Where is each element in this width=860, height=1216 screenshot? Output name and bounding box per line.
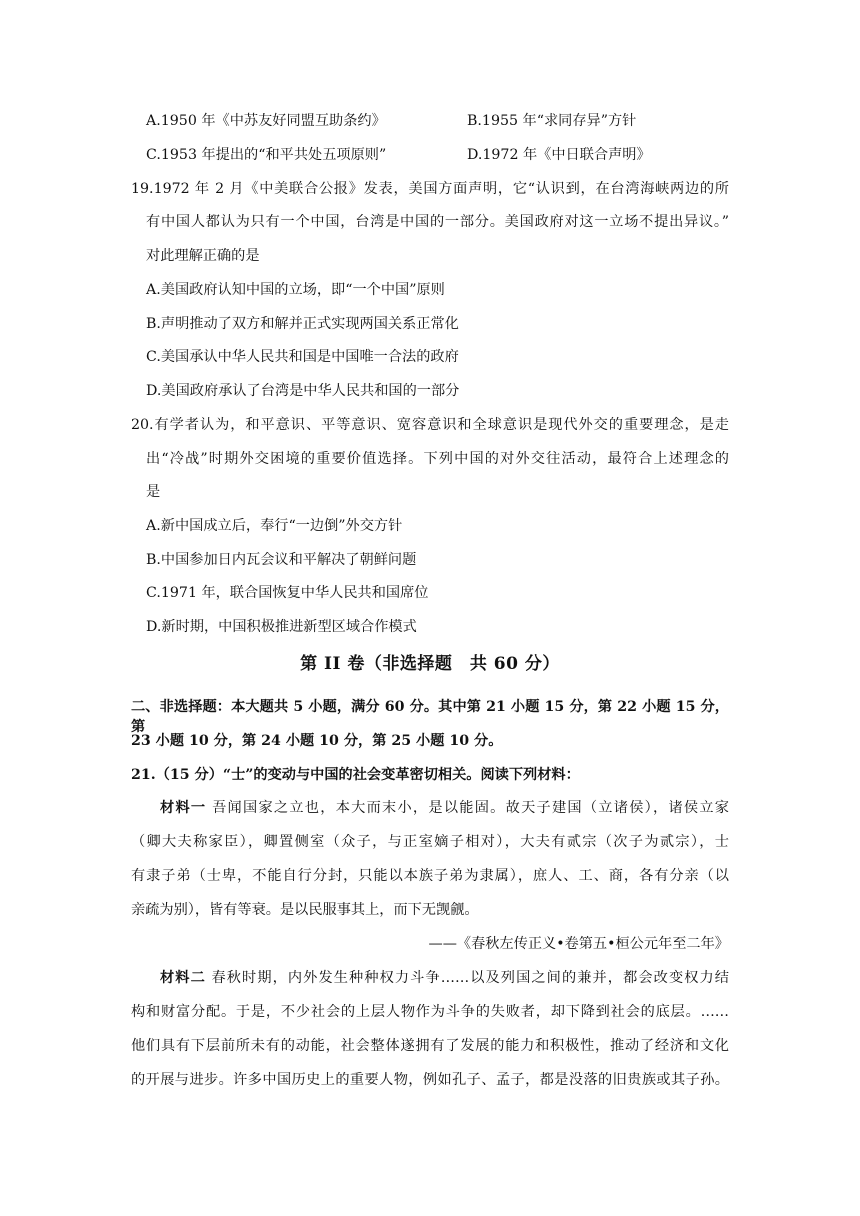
- section-intro-line: 二、非选择题：本大题共 5 小题，满分 60 分。其中第 21 小题 15 分，第 22 小题 15 分，第: [131, 699, 729, 735]
- q20-stem-line: 出“冷战”时期外交困境的重要价值选择。下列中国的对外交往活动，最符合上述理念的: [146, 451, 729, 467]
- q19-stem-line: 19.1972 年 2 月《中美联合公报》发表，美国方面声明，它“认识到，在台湾海峡两边的所: [131, 181, 729, 197]
- material-2-text: 春秋时期，内外发生种种权力斗争……以及列国之间的兼并，都会改变权力结: [205, 970, 729, 986]
- q21-material-1-line: [160, 798, 729, 818]
- section-title: 第 II 卷（非选择题 共 60 分）: [300, 654, 560, 674]
- q21-material-1-line: 亲疏为别），皆有等衰。是以民服事其上，而下无觊觎。: [131, 902, 479, 918]
- q21-stem: 21.（15 分）“士”的变动与中国的社会变革密切相关。阅读下列材料：: [131, 767, 580, 783]
- material-1-label: 材料一: [160, 800, 207, 816]
- q21-material-1-line: 有隶子弟（士卑，不能自行分封，只能以本族子弟为隶属），庶人、工、商，各有分亲（以: [131, 868, 729, 884]
- material-1-text: 吾闻国家之立也，本大而末小，是以能固。故天子建国（立诸侯），诸侯立家: [206, 800, 729, 816]
- q20-stem-line: 是: [146, 484, 161, 500]
- q18-option-a: A.1950 年《中苏友好同盟互助条约》: [146, 113, 386, 129]
- q19-option-c: C.美国承认中华人民共和国是中国唯一合法的政府: [146, 349, 459, 365]
- q19-option-a: A.美国政府认知中国的立场，即“一个中国”原则: [146, 282, 445, 298]
- q20-option-c: C.1971 年，联合国恢复中华人民共和国席位: [146, 585, 429, 601]
- q19-option-b: B.声明推动了双方和解并正式实现两国关系正常化: [146, 316, 459, 332]
- q21-material-2-line: 他们具有下层前所未有的动能，社会整体遂拥有了发展的能力和积极性，推动了经济和文化: [131, 1038, 729, 1054]
- material-2-label: 材料二: [160, 970, 206, 986]
- q20-stem-line: 20.有学者认为，和平意识、平等意识、宽容意识和全球意识是现代外交的重要理念，是走: [131, 417, 729, 433]
- section-intro-line: 23 小题 10 分，第 24 小题 10 分，第 25 小题 10 分。: [131, 733, 503, 749]
- q19-stem-line: 对此理解正确的是: [146, 248, 260, 264]
- q21-material-1-line: （卿大夫称家臣），卿置侧室（众子，与正室嫡子相对），大夫有贰宗（次子为贰宗），士: [131, 834, 729, 850]
- q19-stem-line: 有中国人都认为只有一个中国，台湾是中国的一部分。美国政府对这一立场不提出异议。”: [146, 214, 729, 230]
- q18-option-d: D.1972 年《中日联合声明》: [467, 147, 651, 163]
- q20-option-a: A.新中国成立后，奉行“一边倒”外交方针: [146, 518, 403, 534]
- q20-option-d: D.新时期，中国积极推进新型区域合作模式: [146, 619, 417, 635]
- q21-material-1-source: ——《春秋左传正义•卷第五•桓公元年至二年》: [428, 936, 729, 952]
- q21-material-2-line: [160, 968, 729, 988]
- q19-option-d: D.美国政府承认了台湾是中华人民共和国的一部分: [146, 383, 460, 399]
- q18-option-b: B.1955 年“求同存异”方针: [467, 113, 637, 129]
- q18-option-c: C.1953 年提出的“和平共处五项原则”: [146, 147, 387, 163]
- q21-material-2-line: 构和财富分配。于是，不少社会的上层人物作为斗争的失败者，却下降到社会的底层。……: [131, 1004, 729, 1020]
- q20-option-b: B.中国参加日内瓦会议和平解决了朝鲜问题: [146, 552, 417, 568]
- q21-material-2-line: 的开展与进步。许多中国历史上的重要人物，例如孔子、孟子，都是没落的旧贵族或其子孙。: [131, 1072, 729, 1088]
